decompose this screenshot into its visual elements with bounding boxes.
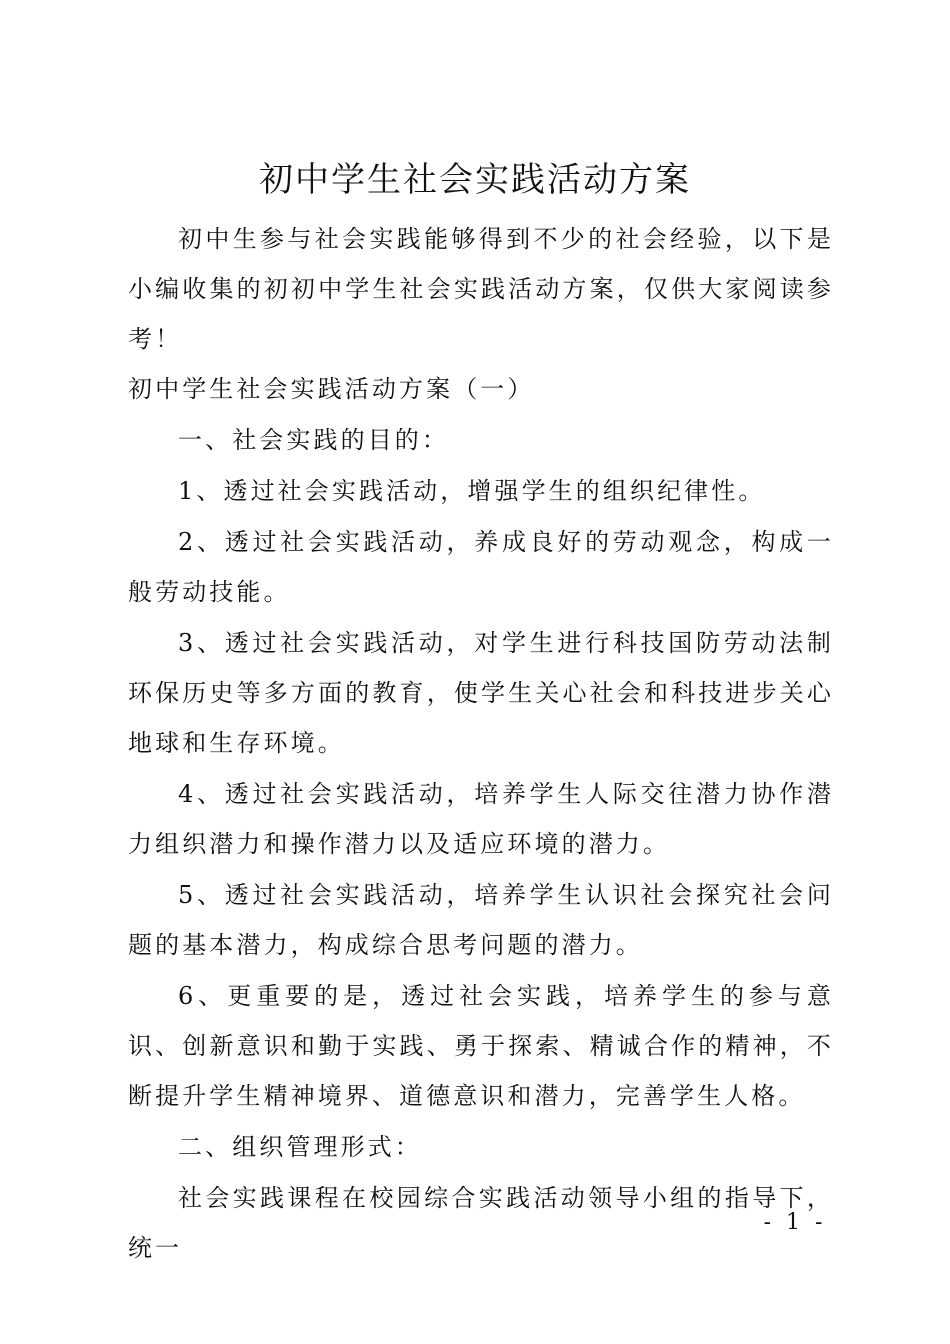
- purpose-item-4: 4、透过社会实践活动，培养学生人际交往潜力协作潜力组织潜力和操作潜力以及适应环境的潜力。: [128, 780, 834, 858]
- purpose-item-3: 3、透过社会实践活动，对学生进行科技国防劳动法制环保历史等多方面的教育，使学生关心社会和科技进步关心地球和生存环境。: [128, 629, 834, 757]
- purpose-item-2: 2、透过社会实践活动，养成良好的劳动观念，构成一般劳动技能。: [128, 528, 834, 606]
- purpose-item-6: 6、更重要的是，透过社会实践，培养学生的参与意识、创新意识和勤于实践、勇于探索、精诚合作的精神，不断提升学生精神境界、道德意识和潜力，完善学生人格。: [128, 982, 834, 1110]
- document-body: [128, 214, 834, 1273]
- page-number: - 1 -: [763, 1210, 827, 1235]
- heading-organization: 二、组织管理形式：: [178, 1133, 422, 1161]
- organization-paragraph: 社会实践课程在校园综合实践活动领导小组的指导下，统一: [128, 1184, 834, 1262]
- intro-paragraph: 初中生参与社会实践能够得到不少的社会经验，以下是小编收集的初初中学生社会实践活动方案，仅供大家阅读参考！: [128, 225, 834, 353]
- heading-purpose: 一、社会实践的目的：: [178, 426, 449, 454]
- purpose-item-1: 1、透过社会实践活动，增强学生的组织纪律性。: [178, 477, 766, 505]
- purpose-item-5: 5、透过社会实践活动，培养学生认识社会探究社会问题的基本潜力，构成综合思考问题的潜力。: [128, 881, 834, 959]
- document-title: 初中学生社会实践活动方案: [259, 160, 691, 200]
- section-heading-plan-one: 初中学生社会实践活动方案（一）: [128, 375, 535, 403]
